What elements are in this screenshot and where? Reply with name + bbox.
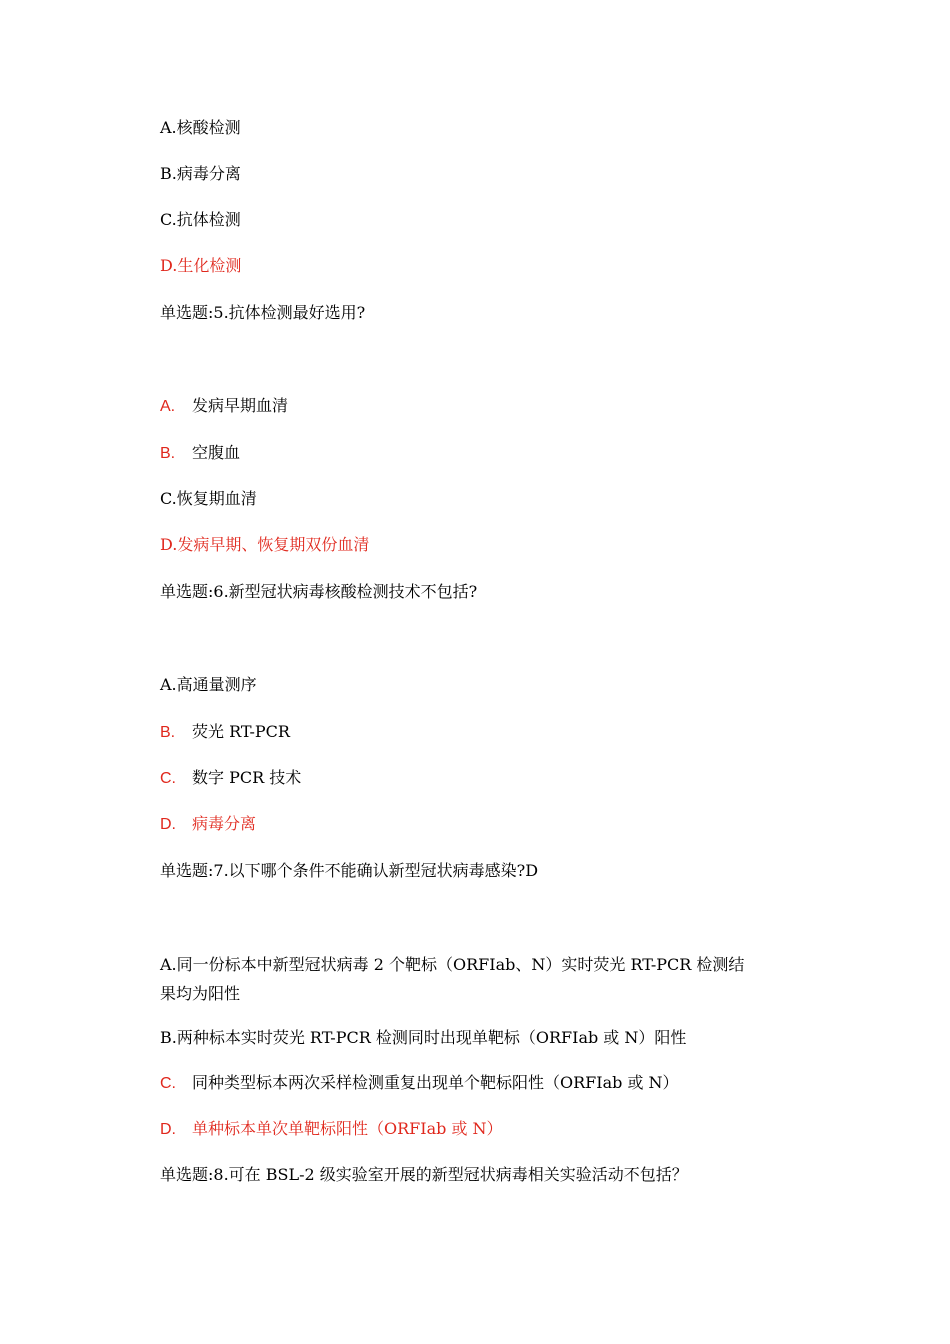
q5-option-b-text: 空腹血 xyxy=(192,443,241,462)
q6-option-b xyxy=(160,724,290,741)
q6-option-b-text: 荧光 RT-PCR xyxy=(192,722,290,741)
q5-option-b xyxy=(160,445,240,462)
q6-option-c xyxy=(160,770,301,787)
q7-option-c-label: C. xyxy=(160,1075,176,1092)
q6-option-d-answer xyxy=(160,816,256,833)
q5-option-a-text: 发病早期血清 xyxy=(192,396,289,415)
q5-option-a-label: A. xyxy=(160,398,176,415)
q6-option-d-label: D. xyxy=(160,816,176,833)
q5-question: 单选题:5.抗体检测最好选用? xyxy=(160,303,366,322)
q7-option-d-text: 单种标本单次单靶标阳性（ORFIab 或 N） xyxy=(192,1119,503,1138)
q7-option-d-answer xyxy=(160,1121,503,1138)
q7-option-b: B.两种标本实时荧光 RT-PCR 检测同时出现单靶标（ORFIab 或 N）阳性 xyxy=(160,1028,687,1047)
q7-question: 单选题:7.以下哪个条件不能确认新型冠状病毒感染?D xyxy=(160,861,539,880)
q6-question: 单选题:6.新型冠状病毒核酸检测技术不包括? xyxy=(160,582,478,601)
q7-option-c xyxy=(160,1075,679,1092)
q7-option-a: A.同一份标本中新型冠状病毒 2 个靶标（ORFIab、N）实时荧光 RT-PCR 检测结果均为阳性 xyxy=(160,955,745,1003)
q6-option-d-text: 病毒分离 xyxy=(192,814,257,833)
q5-option-d-answer: D.发病早期、恢复期双份血清 xyxy=(160,535,370,554)
q4-option-a: A.核酸检测 xyxy=(160,118,241,137)
q5-option-b-label: B. xyxy=(160,445,176,462)
q4-option-c: C.抗体检测 xyxy=(160,210,241,229)
q4-option-d-answer: D.生化检测 xyxy=(160,256,242,275)
q6-option-c-label: C. xyxy=(160,770,176,787)
q6-option-a: A.高通量测序 xyxy=(160,675,257,694)
q5-option-a xyxy=(160,398,288,415)
q6-option-c-text: 数字 PCR 技术 xyxy=(192,768,302,787)
q7-option-d-label: D. xyxy=(160,1121,176,1138)
q4-option-b: B.病毒分离 xyxy=(160,164,241,183)
q7-option-c-text: 同种类型标本两次采样检测重复出现单个靶标阳性（ORFIab 或 N） xyxy=(192,1073,679,1092)
q6-option-b-label: B. xyxy=(160,724,176,741)
q8-question: 单选题:8.可在 BSL-2 级实验室开展的新型冠状病毒相关实验活动不包括？ xyxy=(160,1165,688,1184)
q5-option-c: C.恢复期血清 xyxy=(160,489,257,508)
